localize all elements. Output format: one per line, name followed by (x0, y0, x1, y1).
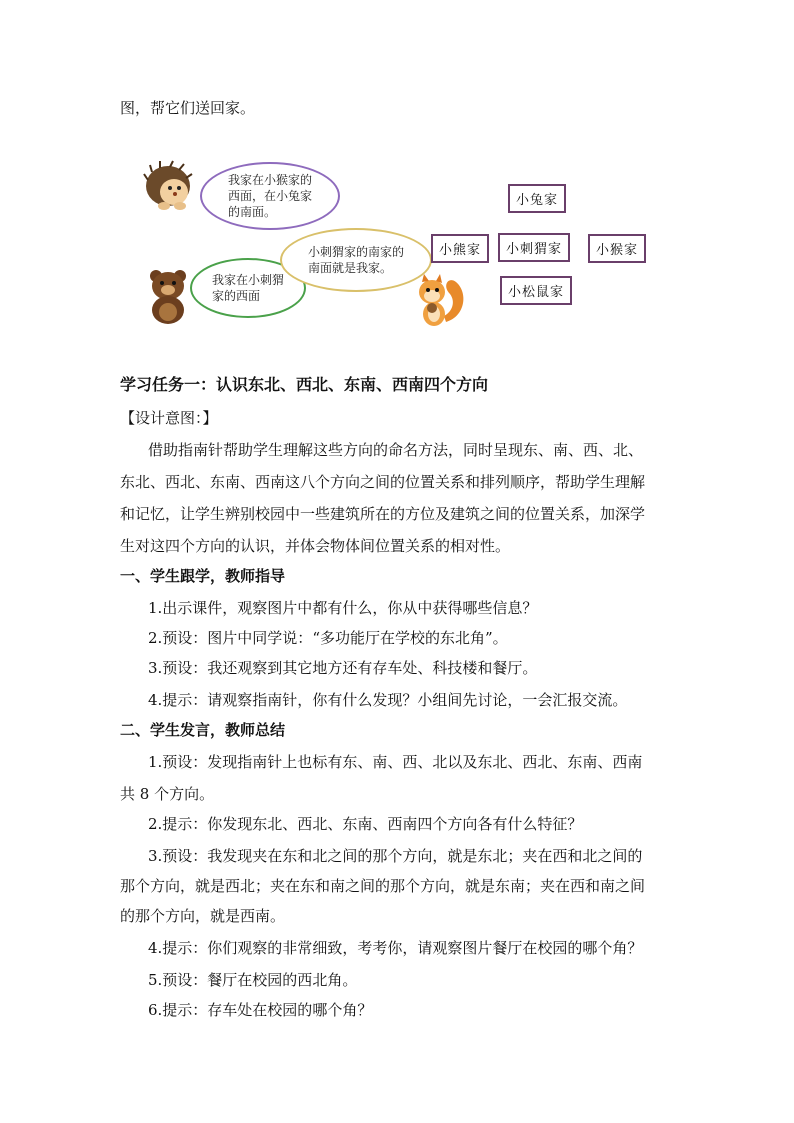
design-line: 借助指南针帮助学生理解这些方向的命名方法，同时呈现东、南、西、北、 (148, 441, 644, 459)
house-monkey: 小猴家 (588, 234, 646, 263)
design-line: 和记忆，让学生辨别校园中一些建筑所在的方位及建筑之间的位置关系，加深学 (120, 505, 646, 523)
section2-line: 4.提示：你们观察的非常细致，考考你，请观察图片餐厅在校园的哪个角？ (148, 939, 643, 957)
house-rabbit: 小兔家 (508, 184, 566, 213)
section2-title: 二、学生发言，教师总结 (120, 721, 286, 739)
section1-item: 4.提示：请观察指南针，你有什么发现？小组间先讨论，一会汇报交流。 (148, 691, 628, 709)
bear-icon (144, 268, 192, 324)
section2-line: 6.提示：存车处在校园的哪个角？ (148, 1001, 373, 1019)
design-line: 生对这四个方向的认识，并体会物体间位置关系的相对性。 (120, 537, 511, 555)
section2-line: 共 8 个方向。 (120, 785, 215, 803)
section2-line: 5.预设：餐厅在校园的西北角。 (148, 971, 358, 989)
squirrel-speech-bubble: 小刺猬家的南家的 南面就是我家。 (280, 228, 432, 292)
hedgehog-icon (142, 160, 194, 212)
design-line: 东北、西北、东南、西南这八个方向之间的位置关系和排列顺序，帮助学生理解 (120, 473, 646, 491)
house-hedgehog: 小刺猬家 (498, 233, 570, 262)
task-title: 学习任务一：认识东北、西北、东南、西南四个方向 (120, 375, 489, 394)
hedgehog-speech-bubble: 我家在小猴家的 西面，在小兔家 的南面。 (200, 162, 340, 230)
section1-item: 2.预设：图片中同学说：“多功能厅在学校的东北角”。 (148, 629, 508, 647)
section1-title: 一、学生跟学，教师指导 (120, 567, 286, 585)
bear-speech-bubble: 我家在小刺猬 家的西面 (190, 258, 306, 318)
section2-line: 的那个方向，就是西南。 (120, 907, 286, 925)
design-label: 【设计意图：】 (120, 409, 218, 427)
section2-line: 3.预设：我发现夹在东和北之间的那个方向，就是东北；夹在西和北之间的 (148, 847, 643, 865)
house-squirrel: 小松鼠家 (500, 276, 572, 305)
section2-line: 1.预设：发现指南针上也标有东、南、西、北以及东北、西北、东南、西南 (148, 753, 643, 771)
section2-line: 那个方向，就是西北；夹在东和南之间的那个方向，就是东南；夹在西和南之间 (120, 877, 646, 895)
top-line: 图，帮它们送回家。 (120, 99, 256, 117)
section1-item: 1.出示课件，观察图片中都有什么，你从中获得哪些信息？ (148, 599, 538, 617)
squirrel-icon (412, 272, 468, 328)
section1-item: 3.预设：我还观察到其它地方还有存车处、科技楼和餐厅。 (148, 659, 538, 677)
house-bear: 小熊家 (431, 234, 489, 263)
illustration (120, 150, 660, 335)
section2-line: 2.提示：你发现东北、西北、东南、西南四个方向各有什么特征？ (148, 815, 583, 833)
